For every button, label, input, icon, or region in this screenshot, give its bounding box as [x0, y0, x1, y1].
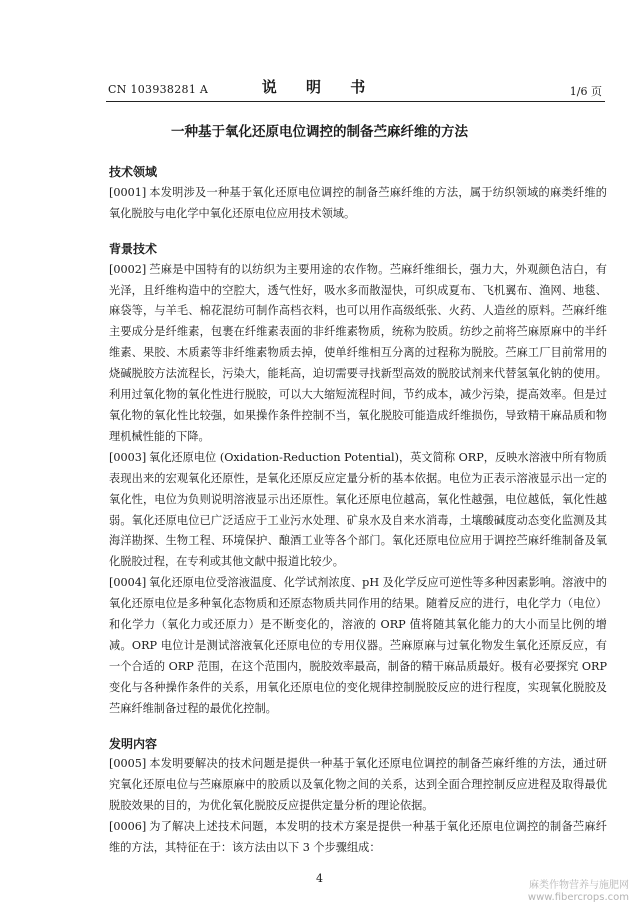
paragraph-text: 本发明涉及一种基于氧化还原电位调控的制备苎麻纤维的方法，属于纺织领域的麻类纤维的氧化脱胶与电化学中氧化还原电位应用技术领域。 [109, 185, 607, 220]
paragraph-0006 [109, 817, 607, 859]
paragraph-0004 [109, 573, 607, 719]
header-title: 说 明 书 [261, 78, 378, 96]
page-footer-number: 4 [316, 872, 323, 885]
paragraph-0002 [109, 260, 607, 448]
watermark-site-name: 麻类作物营养与施肥网 [529, 880, 629, 891]
document-title: 一种基于氧化还原电位调控的制备苎麻纤维的方法 [171, 124, 468, 140]
document-number: CN 103938281 A [108, 83, 209, 96]
paragraph-text: 本发明要解决的技术问题是提供一种基于氧化还原电位调控的制备苎麻纤维的方法，通过研究氧化还原电位与苎麻原麻中的胶质以及氧化物之间的关系，达到全面合理控制反应进程及取得最优脱胶效果的目的，为优化氧化脱胶反应提供定量分析的理论依据。 [109, 757, 607, 813]
paragraph-0003 [109, 448, 607, 573]
paragraph-number: [0006] [109, 820, 147, 834]
paragraph-number: [0001] [109, 185, 147, 199]
section-heading-background: 背景技术 [109, 241, 158, 256]
document-body [109, 162, 607, 859]
header-divider [106, 101, 605, 102]
paragraph-text: 氧化还原电位 (Oxidation-Reduction Potential)，英文简称 ORP，反映水溶液中所有物质表现出来的宏观氧化还原性，是氧化还原反应定量分析的基本依据。电位为正表示溶液显示出一定的氧化性，电位为负则说明溶液显示出还原性。氧化还原电位越高，氧化性越强，电位越低，氧化性越弱。氧化还原电位已广泛适应于工业污水处理、矿泉水及自来水消毒，土壤酸碱度动态变化监测及其海洋勘探、生物工程、环境保护、酿酒工业等各个部门。氧化还原电位应用于调控苎麻纤维制备及氧化脱胶过程，在专利或其他文献中报道比较少。 [109, 450, 607, 569]
watermark [528, 880, 629, 904]
paragraph-text: 苎麻是中国特有的以纺织为主要用途的农作物。苎麻纤维细长，强力大，外观颜色洁白，有光泽，且纤维构造中的空腔大，透气性好，吸水多而散湿快，可织成夏布、飞机翼布、渔网、地毯、麻袋等，与羊毛、棉花混纺可制作高档衣料，也可以用作高级纸张、火药、人造丝的原料。苎麻纤维主要成分是纤维素，包裹在纤维素表面的非纤维素物质，统称为胶质。纺纱之前将苎麻原麻中的半纤维素、果胶、木质素等非纤维素物质去掉，使单纤维相互分离的过程称为脱胶。苎麻工厂目前常用的烧碱脱胶方法流程长，污染大，能耗高，迫切需要寻找新型高效的脱胶试剂来代替氢氧化钠的使用。利用过氧化物的氧化性进行脱胶，可以大大缩短流程时间，节约成本，减少污染，提高效率。但是过氧化物的氧化性比较强，如果操作条件控制不当，氧化脱胶可能造成纤维损伤，导致精干麻品质和物理机械性能的下降。 [109, 262, 607, 443]
paragraph-number: [0004] [109, 576, 147, 590]
paragraph-0005 [109, 754, 607, 817]
paragraph-number: [0002] [109, 262, 147, 276]
section-heading-invention: 发明内容 [109, 736, 158, 751]
paragraph-number: [0003] [109, 450, 147, 464]
paragraph-text: 氧化还原电位受溶液温度、化学试剂浓度、pH 及化学反应可逆性等多种因素影响。溶液中的氧化还原电位是多种氧化态物质和还原态物质共同作用的结果。随着反应的进行，电化学力（电位）和化学力（氧化力或还原力）是不断变化的，溶液的 ORP 值将随其氧化能力的大小而呈比例的增减。ORP 电位计是测试溶液氧化还原电位的专用仪器。苎麻原麻与过氧化物发生氧化还原反应，有一个合适的 ORP 范围，在这个范围内，脱胶效率最高，制备的精干麻品质最好。极有必要探究 ORP 变化与各种操作条件的关系，用氧化还原电位的变化规律控制脱胶反应的进行程度，实现氧化脱胶及苎麻纤维制备过程的最优化控制。 [109, 576, 607, 715]
page-indicator: 1/6 页 [569, 85, 602, 98]
paragraph-number: [0005] [109, 757, 147, 771]
watermark-url: www.fibercrops.com [527, 892, 629, 903]
page-header [0, 80, 639, 100]
paragraph-0001 [109, 183, 607, 225]
paragraph-text: 为了解决上述技术问题，本发明的技术方案是提供一种基于氧化还原电位调控的制备苎麻纤维的方法，其特征在于：该方法由以下 3 个步骤组成： [109, 820, 607, 855]
section-heading-tech-field: 技术领域 [109, 165, 158, 179]
